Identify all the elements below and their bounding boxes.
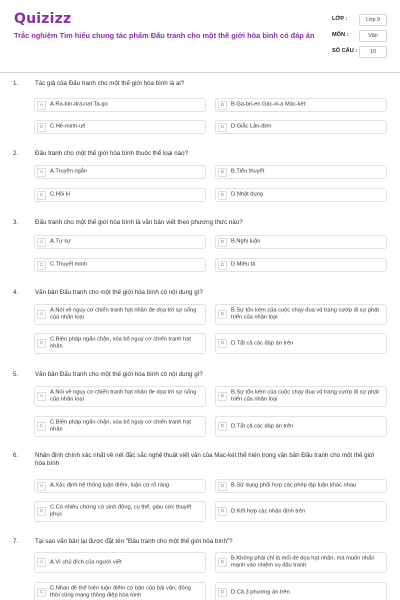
meta-label: LỚP : [332, 16, 348, 22]
meta-value: Lớp 9 [359, 14, 387, 26]
option-letter: D [218, 588, 227, 597]
option-text: C.Thuyết minh [50, 261, 87, 268]
option-text: A.Truyện ngắn [50, 168, 88, 175]
option-text: D.Miêu tả [231, 261, 256, 268]
option-text: B.Nghị luận [231, 238, 261, 245]
option-text: A.Nói về nguy cơ chiến tranh hạt nhân đe dọa tới sự sống của nhân loại [50, 307, 197, 321]
option-a[interactable] [34, 165, 206, 179]
option-letter: A [37, 310, 46, 319]
option-letter: C [37, 191, 46, 200]
option-d[interactable] [215, 333, 387, 354]
option-text: B.Sử dụng phối hợp các phép lập luận khác nhau [231, 482, 357, 489]
option-letter: D [218, 191, 227, 200]
option-a[interactable] [34, 386, 206, 407]
option-text: C.Nhan đề thể hiện luận điểm cơ bản của bài văn, đồng thời cũng mang thông điệp hòa bình [50, 585, 191, 599]
option-letter: C [37, 261, 46, 270]
question-text: Văn bản Đấu tranh cho một thế giới hòa bình có nội dung gì? [35, 289, 203, 296]
question-text: Tác giả của Đấu tranh cho một thế giới hòa bình là ai? [35, 80, 185, 87]
option-d[interactable] [215, 582, 387, 600]
option-letter: C [37, 339, 46, 348]
option-letter: B [218, 482, 227, 491]
option-text: A.Tự sự [50, 238, 71, 245]
option-text: D.Nhật dụng [231, 191, 263, 198]
option-text: C.Hê-minh-uê [50, 123, 86, 130]
meta-row-count [329, 45, 389, 61]
option-letter: B [218, 238, 227, 247]
option-c[interactable] [34, 333, 206, 354]
option-b[interactable] [215, 165, 387, 179]
option-b[interactable] [215, 235, 387, 249]
option-a[interactable] [34, 235, 206, 249]
option-letter: D [218, 261, 227, 270]
meta-value: Văn [359, 30, 387, 42]
option-letter: B [218, 310, 227, 319]
option-letter: D [218, 422, 227, 431]
option-text: D.Giắc Lân-đơn [231, 123, 272, 130]
option-b[interactable] [215, 98, 387, 112]
option-text: A.Ra-bin-dra-nat Ta-go [50, 101, 108, 108]
option-letter: D [218, 123, 227, 132]
option-letter: A [37, 392, 46, 401]
option-text: B.Sự tốn kém của cuộc chạy đua vũ trang cướp đi sự phát triển của nhân loại [231, 389, 379, 403]
option-text: A.Vì chủ đích của người viết [50, 558, 122, 565]
option-a[interactable] [34, 479, 206, 493]
question-text: Tại sao văn bản lại được đặt tên "Đấu tranh cho một thế giới hòa bình"? [35, 538, 233, 545]
option-letter: D [218, 339, 227, 348]
option-text: A.Xác định hệ thống luận điểm, luận cứ rõ ràng [50, 482, 170, 489]
question-number: 2. [13, 150, 19, 157]
meta-label: SỐ CÂU : [332, 48, 358, 54]
option-text: D.Tất cả các đáp án trên [231, 422, 294, 429]
option-letter: B [218, 101, 227, 110]
option-text: C.Hồi kí [50, 191, 71, 198]
option-letter: A [37, 101, 46, 110]
option-d[interactable] [215, 501, 387, 522]
option-letter: C [37, 123, 46, 132]
question-text: Đấu tranh cho một thế giới hòa bình là văn bản viết theo phương thức nào? [35, 219, 243, 226]
question-number: 6. [13, 452, 19, 459]
option-letter: B [218, 168, 227, 177]
worksheet-header [0, 0, 400, 74]
option-c[interactable] [34, 582, 206, 600]
option-text: A.Nói về nguy cơ chiến tranh hạt nhân đe dọa tới sự sống của nhân loại [50, 389, 197, 403]
quizizz-logo: Quizizz [14, 11, 72, 27]
meta-row-subject [329, 29, 389, 45]
option-letter: A [37, 238, 46, 247]
option-letter: A [37, 168, 46, 177]
option-b[interactable] [215, 304, 387, 325]
option-text: B.Sự tốn kém của cuộc chạy đua vũ trang cướp đi sự phát triển của nhân loại [231, 307, 379, 321]
option-d[interactable] [215, 120, 387, 134]
option-c[interactable] [34, 120, 206, 134]
question-number: 1. [13, 80, 19, 87]
meta-value: 10 [359, 46, 387, 58]
question-text: Nhận định chính xác nhất về nét đặc sắc nghệ thuật viết văn của Mac-két thể hiện trong văn bản Đấu tranh cho một thế giới hòa bình [35, 452, 375, 468]
option-c[interactable] [34, 188, 206, 202]
option-d[interactable] [215, 416, 387, 437]
option-text: B.Tiểu thuyết [231, 168, 265, 175]
option-text: B.Không phải chỉ là mối đe dọa hạt nhân, mà muốn nhấn mạnh vào nhiệm vụ đấu tranh [231, 555, 375, 569]
option-letter: A [37, 482, 46, 491]
option-text: C.Biện pháp ngăn chặn, xóa bỏ nguy cơ chiến tranh hạt nhân [50, 336, 191, 350]
question-number: 3. [13, 219, 19, 226]
option-b[interactable] [215, 479, 387, 493]
question-number: 7. [13, 538, 19, 545]
header-divider [0, 72, 400, 73]
option-text: D.Tất cả các đáp án trên [231, 339, 294, 346]
option-c[interactable] [34, 416, 206, 437]
option-letter: B [218, 558, 227, 567]
option-letter: C [37, 507, 46, 516]
option-c[interactable] [34, 501, 206, 522]
option-text: B.Ga-bri-en Gác-xi-a Mác-két [231, 101, 306, 108]
option-b[interactable] [215, 552, 387, 573]
option-text: C.Biện pháp ngăn chặn, xóa bỏ nguy cơ chiến tranh hạt nhân [50, 419, 191, 433]
option-text: D.Kết hợp các nhận định trên [231, 507, 306, 514]
meta-label: MÔN : [332, 32, 349, 38]
option-c[interactable] [34, 258, 206, 272]
question-text: Đấu tranh cho một thế giới hòa bình thuộc thể loại nào? [35, 150, 189, 157]
option-letter: C [37, 588, 46, 597]
question-text: Văn bản Đấu tranh cho một thế giới hòa bình có nội dung gì? [35, 371, 203, 378]
option-text: C.Có nhiều chứng cứ sinh động, cụ thể, giàu sức thuyết phục [50, 504, 192, 518]
option-letter: A [37, 558, 46, 567]
option-letter: B [218, 392, 227, 401]
option-letter: D [218, 507, 227, 516]
option-a[interactable] [34, 552, 206, 573]
option-a[interactable] [34, 98, 206, 112]
option-b[interactable] [215, 386, 387, 407]
question-number: 5. [13, 371, 19, 378]
option-text: D.Cả 3 phương án trên [231, 588, 290, 595]
meta-row-class [329, 13, 389, 29]
option-letter: C [37, 422, 46, 431]
option-a[interactable] [34, 304, 206, 325]
worksheet-meta [329, 13, 389, 61]
question-number: 4. [13, 289, 19, 296]
option-d[interactable] [215, 188, 387, 202]
option-d[interactable] [215, 258, 387, 272]
worksheet-title: Trắc nghiệm Tìm hiểu chung tác phẩm Đấu tranh cho một thế giới hòa bình có đáp án [14, 31, 315, 40]
